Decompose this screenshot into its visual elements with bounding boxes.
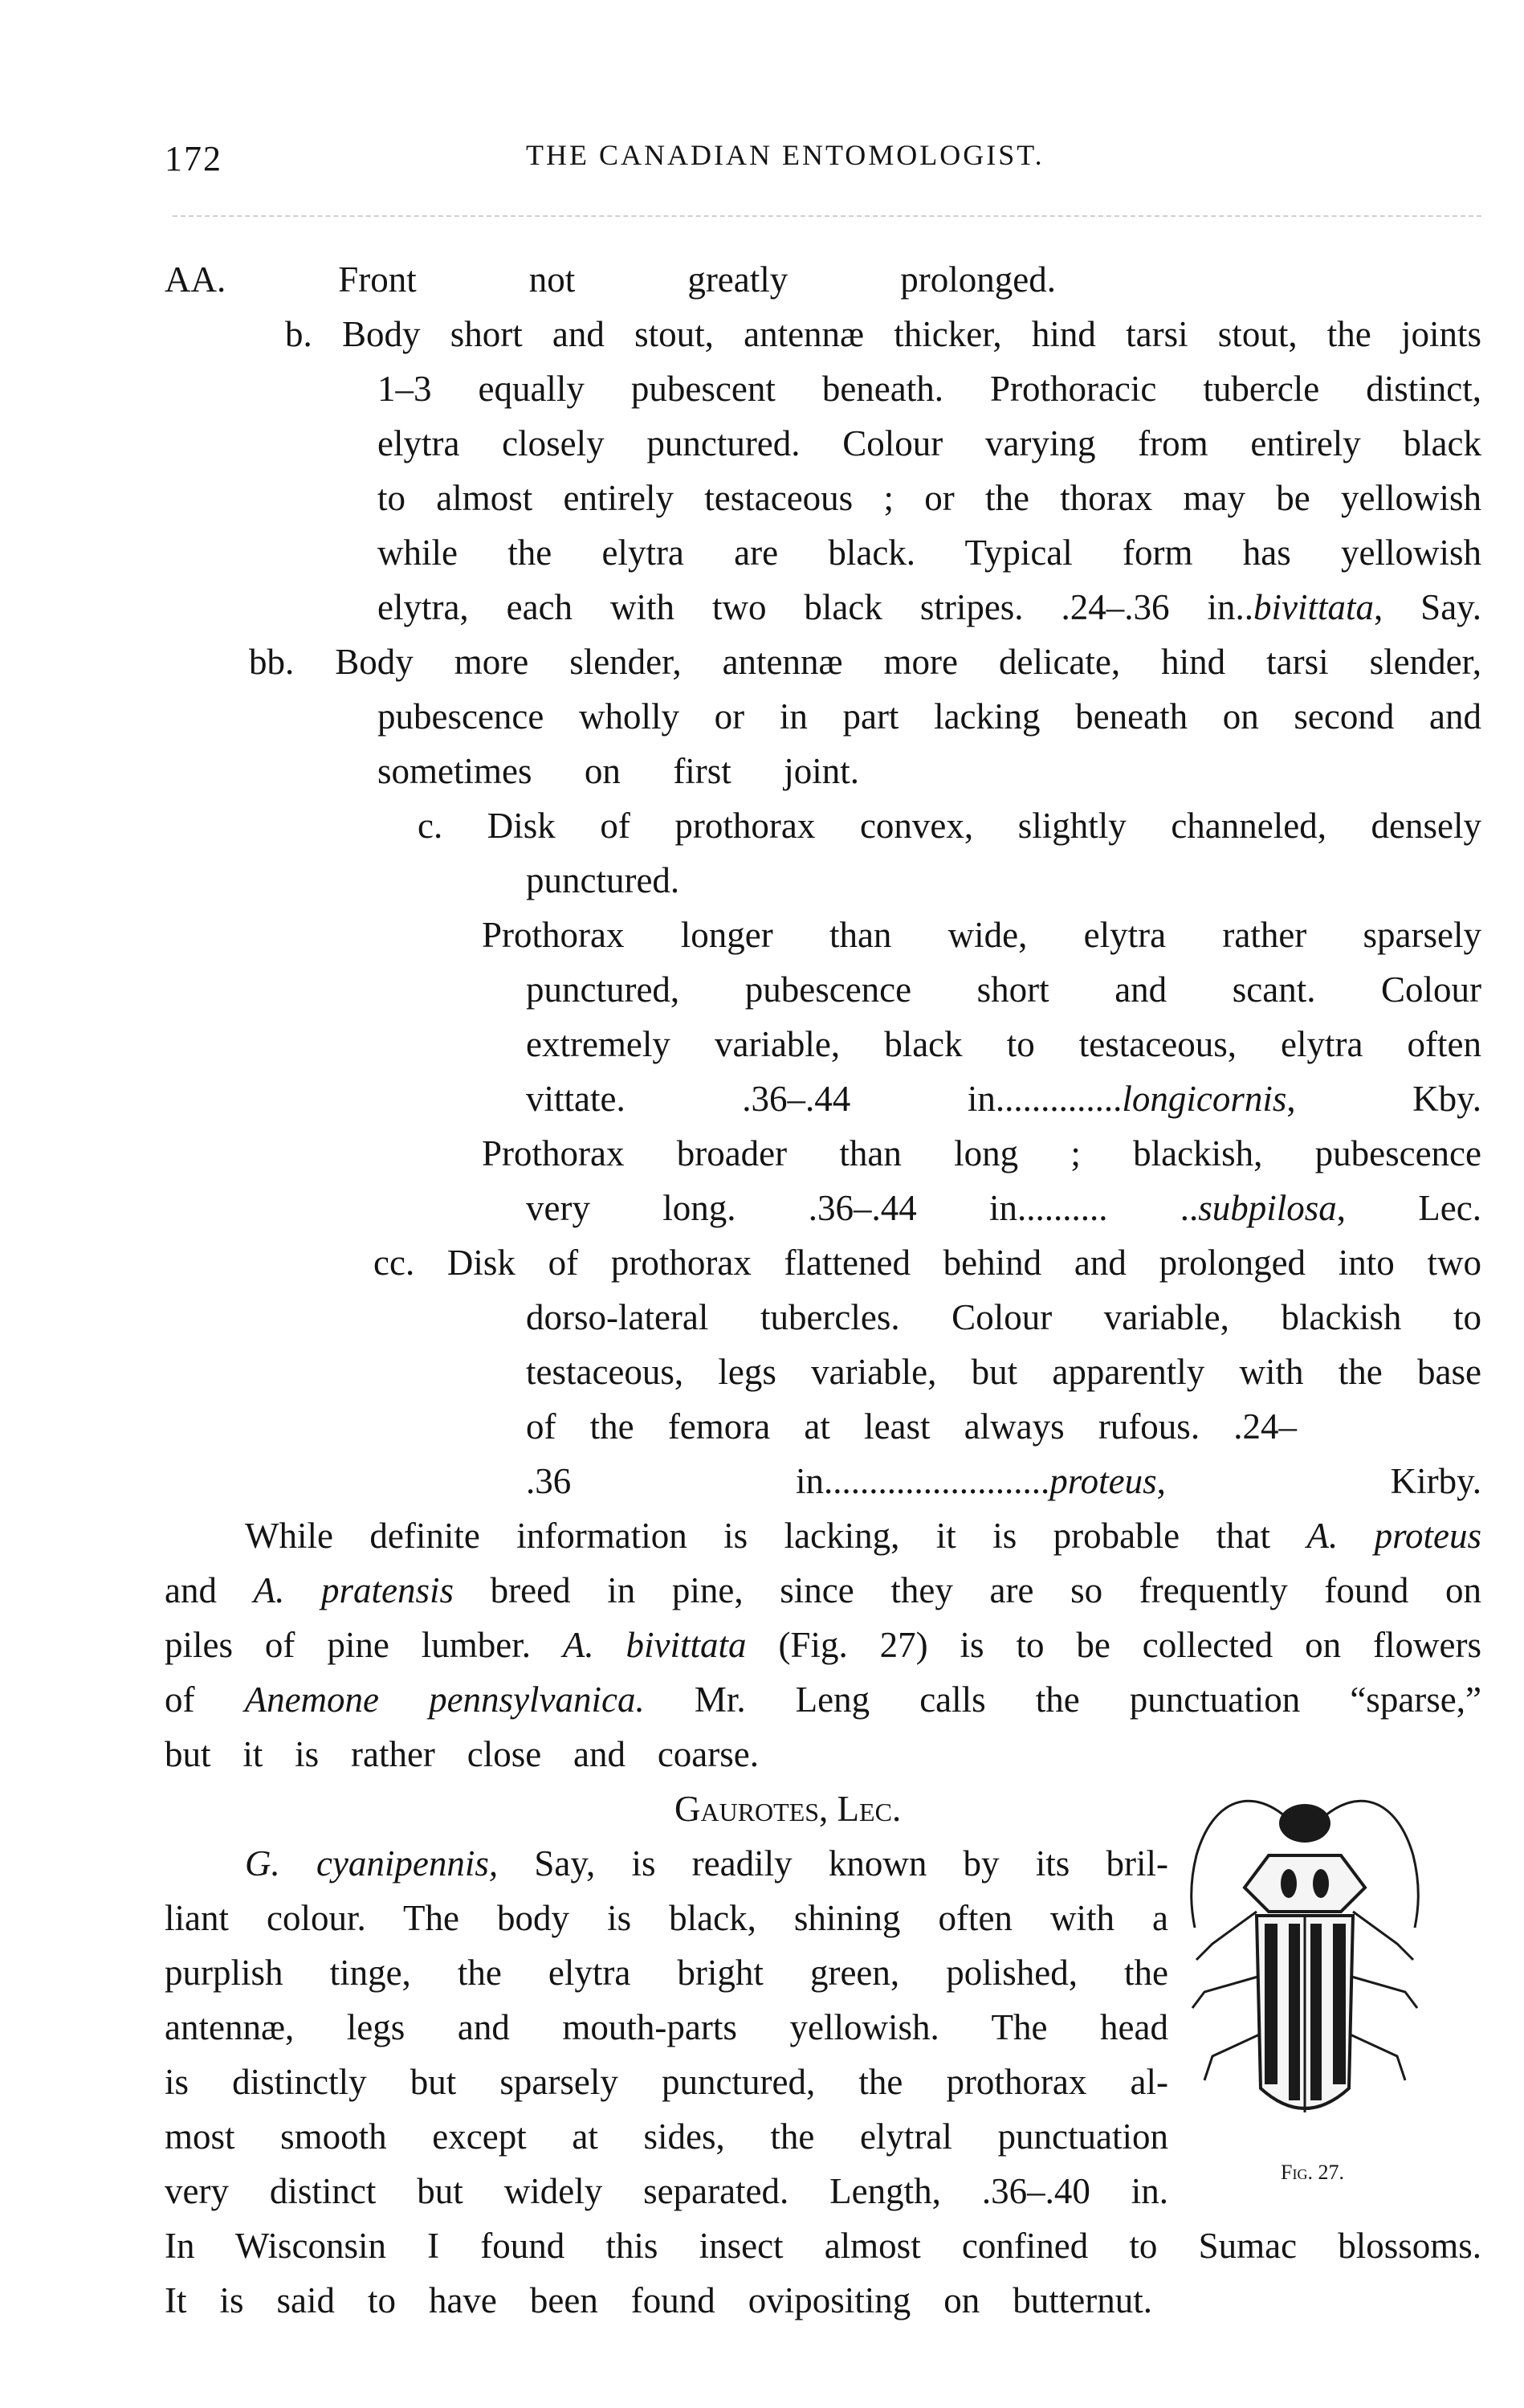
key-line-cc-3: testaceous, legs variable, but apparently with the base <box>526 1352 1481 1392</box>
key-line-bb-3: sometimes on first joint. <box>377 751 859 791</box>
key-line-c-4: punctured, pubescence short and scant. Colour <box>526 969 1481 1010</box>
gaurotes-line-8: In Wisconsin I found this insect almost confined to Sumac blossoms. <box>165 2226 1481 2266</box>
page-number: 172 <box>165 139 222 178</box>
gaurotes-line-7: very distinct but widely separated. Length, .36–.40 in. <box>165 2171 1168 2211</box>
key-line-b-6: elytra, each with two black stripes. .24–.36 in..bivittata, Say. <box>377 587 1481 627</box>
key-line-c-6: vittate. .36–.44 in..............longicornis, Kby. <box>526 1079 1481 1119</box>
key-line-bb-2: pubescence wholly or in part lacking beneath on second and <box>377 696 1481 737</box>
key-line-b-1: b. Body short and stout, antennæ thicker, hind tarsi stout, the joints <box>285 314 1481 354</box>
gaurotes-line-6: most smooth except at sides, the elytral punctuation <box>165 2116 1168 2157</box>
gaurotes-line-3: purplish tinge, the elytra bright green, polished, the <box>165 1953 1168 1993</box>
key-line-b-3: elytra closely punctured. Colour varying from entirely black <box>377 423 1481 463</box>
key-line-c-2: punctured. <box>526 860 680 900</box>
gaurotes-line-1: G. cyanipennis, Say, is readily known by its bril- <box>245 1843 1168 1884</box>
key-line-b-5: while the elytra are black. Typical form has yellowish <box>377 533 1481 573</box>
key-line-bb-1: bb. Body more slender, antennæ more delicate, hind tarsi slender, <box>249 642 1481 682</box>
genus-heading: Gaurotes, Lec. <box>674 1789 902 1829</box>
running-head: THE CANADIAN ENTOMOLOGIST. <box>526 139 1045 171</box>
key-line-b-4: to almost entirely testaceous ; or the thorax may be yellowish <box>377 478 1481 518</box>
key-line-aa: AA. Front not greatly prolonged. <box>165 259 1056 300</box>
gaurotes-line-2: liant colour. The body is black, shining often with a <box>165 1898 1168 1938</box>
header-rule <box>173 215 1481 217</box>
gaurotes-line-5: is distinctly but sparsely punctured, the prothorax al- <box>165 2062 1168 2102</box>
paragraph-line-5: but it is rather close and coarse. <box>165 1734 759 1774</box>
gaurotes-line-4: antennæ, legs and mouth-parts yellowish. The head <box>165 2007 1168 2047</box>
paragraph-line-1: While definite information is lacking, it is probable that A. proteus <box>245 1516 1481 1556</box>
key-line-c-7: Prothorax broader than long ; blackish, pubescence <box>482 1133 1481 1173</box>
paragraph-line-2: and A. pratensis breed in pine, since they are so frequently found on <box>165 1570 1481 1610</box>
key-line-c-8: very long. .36–.44 in.......... ..subpilosa, Lec. <box>526 1188 1481 1228</box>
key-line-cc-2: dorso-lateral tubercles. Colour variable, blackish to <box>526 1297 1481 1337</box>
key-line-b-2: 1–3 equally pubescent beneath. Prothoracic tubercle distinct, <box>377 369 1481 409</box>
figure-caption: Fig. 27. <box>1281 2161 1344 2184</box>
key-line-c-5: extremely variable, black to testaceous, elytra often <box>526 1024 1481 1064</box>
paragraph-line-3: piles of pine lumber. A. bivittata (Fig. 27) is to be collected on flowers <box>165 1625 1481 1665</box>
key-line-cc-1: cc. Disk of prothorax flattened behind and prolonged into two <box>373 1243 1481 1283</box>
key-line-cc-5: .36 in.........................proteus, Kirby. <box>526 1461 1481 1501</box>
key-line-cc-4: of the femora at least always rufous. .24– <box>526 1406 1297 1447</box>
gaurotes-line-9: It is said to have been found ovipositing on butternut. <box>165 2280 1152 2320</box>
paragraph-line-4: of Anemone pennsylvanica. Mr. Leng calls the punctuation “sparse,” <box>165 1679 1481 1720</box>
key-line-c-1: c. Disk of prothorax convex, slightly channeled, densely <box>418 806 1481 846</box>
key-line-c-3: Prothorax longer than wide, elytra rather sparsely <box>482 915 1481 955</box>
beetle-illustration <box>1180 1767 1429 2145</box>
